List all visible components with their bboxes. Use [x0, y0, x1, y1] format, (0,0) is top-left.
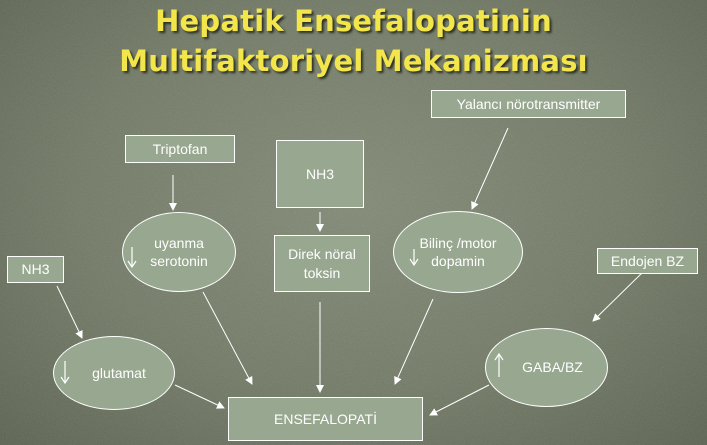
arrow-nh3-to-glutamat: [57, 286, 82, 338]
node-nh3-left-label: NH3: [21, 261, 50, 278]
node-uyanma-serotonin: [122, 212, 236, 292]
node-serotonin-label: serotonin: [150, 253, 208, 269]
arrow-glutamat-to-ensefalopati: [175, 385, 224, 408]
arrow-dopamin-to-ensefalopati: [395, 299, 433, 384]
up-arrow-icon: [494, 352, 504, 378]
arrow-serotonin-to-ensefalopati: [203, 292, 252, 384]
node-glutamat-label: glutamat: [92, 364, 146, 381]
node-ensefalopati-label: ENSEFALOPATİ: [274, 410, 377, 427]
node-yalanci-label: Yalancı nörotransmitter: [456, 95, 601, 112]
node-yalanci-norotransmitter: [431, 90, 626, 118]
arrow-gaba-to-ensefalopati: [430, 385, 489, 415]
node-nh3-left: [7, 256, 64, 283]
slide-title-line-2: Multifaktoriyel Mekanizması: [119, 44, 588, 78]
down-arrow-icon: [127, 246, 137, 268]
node-glutamat: [53, 336, 175, 410]
arrow-endojen-bz-to-gaba: [593, 272, 643, 321]
down-arrow-icon: [409, 248, 419, 266]
node-triptofan: [125, 135, 235, 163]
node-triptofan-label: Triptofan: [152, 140, 208, 157]
node-direk-line1: Direk nöral: [288, 246, 356, 263]
node-direk-line2: toksin: [303, 264, 341, 281]
slide-title-line-1: Hepatik Ensefalopatinin: [155, 4, 552, 38]
node-dopamin-label: dopamin: [431, 253, 485, 269]
node-nh3-top-label: NH3: [305, 165, 334, 182]
node-bilinc-label: Bilinç /motor: [419, 234, 497, 251]
node-endojen-bz: [597, 248, 698, 274]
node-endojen-bz-label: Endojen BZ: [610, 252, 685, 269]
node-nh3-top: [276, 140, 364, 208]
node-direk-noral-toksin: [274, 235, 370, 292]
node-gaba-label: GABA/BZ: [522, 359, 583, 376]
down-arrow-icon: [60, 360, 70, 384]
node-ensefalopati: [228, 397, 423, 441]
arrow-yalanci-to-dopamin: [472, 128, 508, 209]
node-uyanma-label: uyanma: [154, 234, 204, 251]
